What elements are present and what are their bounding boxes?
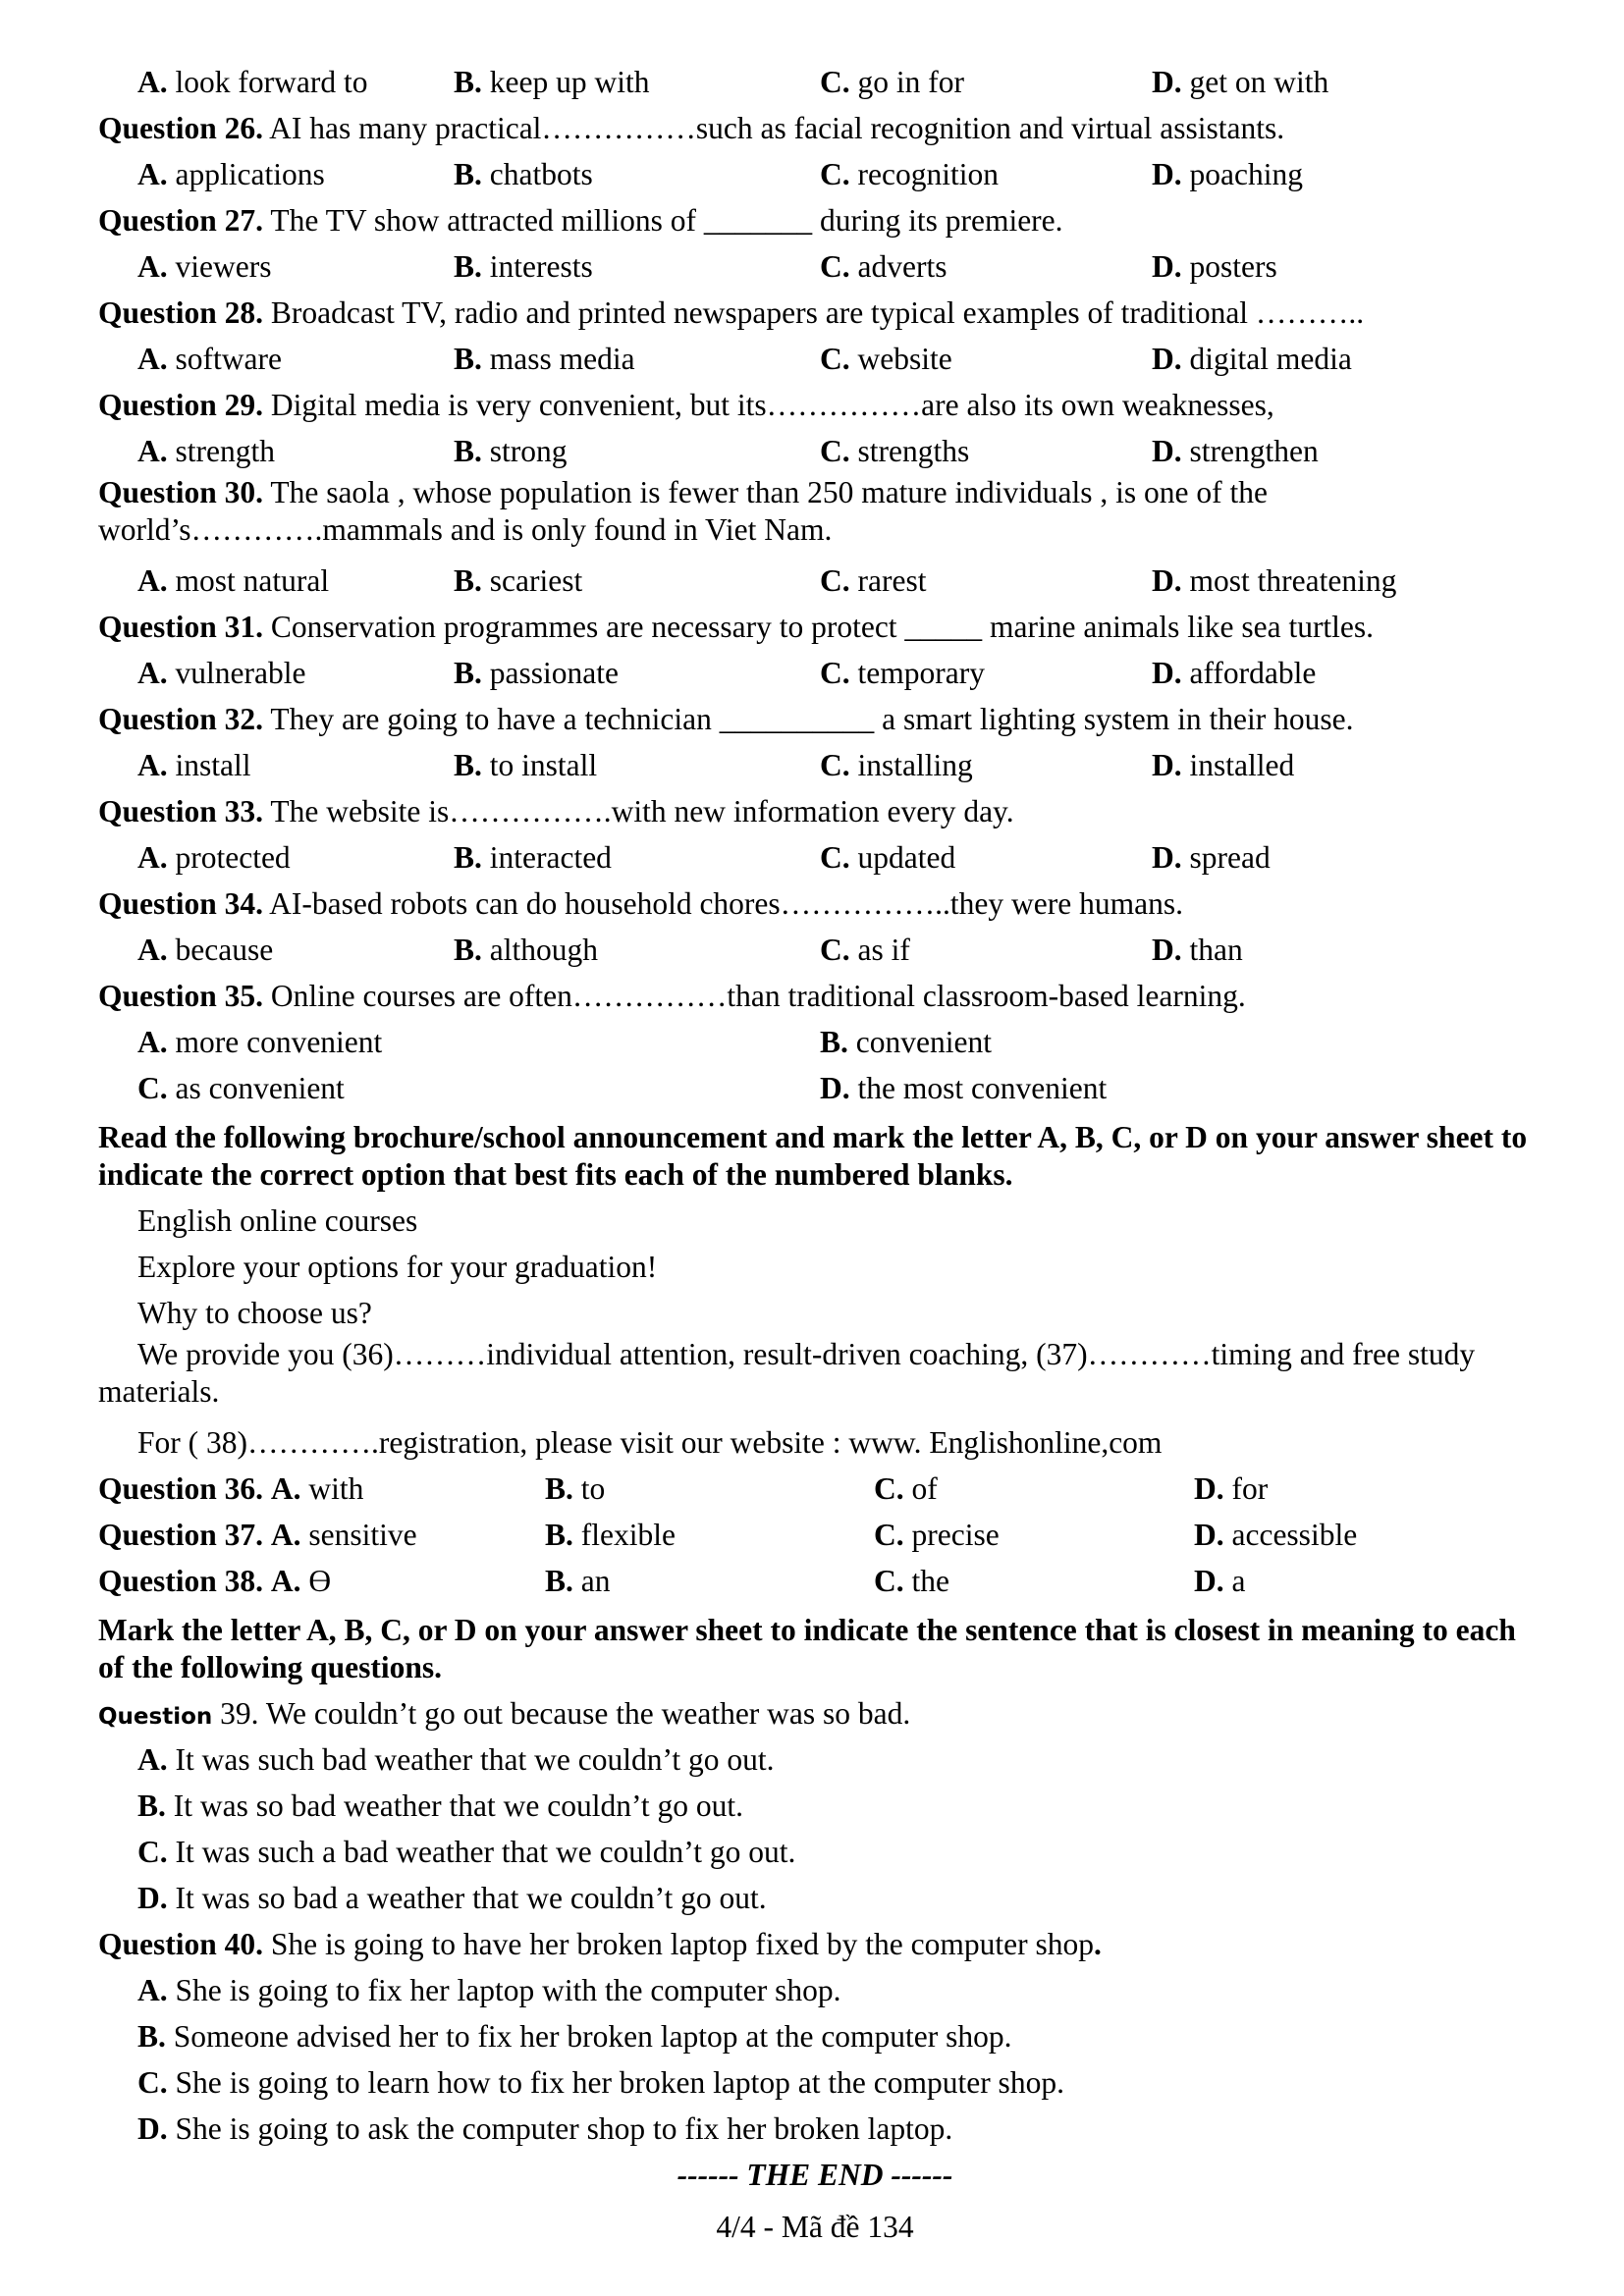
option-c: C. precise: [874, 1518, 1000, 1552]
option-d: D. installed: [1152, 748, 1295, 782]
option-d: D. the most convenient: [820, 1071, 1108, 1105]
brochure-line-3: Why to choose us?: [137, 1296, 372, 1330]
option-d: D. posters: [1152, 249, 1277, 284]
question-27: Question 27. The TV show attracted millions of _______ during its premiere.: [98, 203, 1063, 238]
option-a: A. strength: [137, 434, 275, 468]
option-d: D. accessible: [1194, 1518, 1358, 1552]
option-a: A. software: [137, 342, 282, 376]
reading-instruction: Read the following brochure/school announcement and mark the letter A, B, C, or D on your answer sheet to indicate the correct option that best fits each of the numbered blanks.: [98, 1120, 1528, 1192]
question-label: Question 36. A. with: [98, 1471, 364, 1506]
option-c: C. website: [820, 342, 952, 376]
option-c: C. updated: [820, 840, 956, 875]
q31-options: [98, 650, 1532, 696]
page-footer: 4/4 - Mã đề 134: [716, 2210, 914, 2244]
option-d: D. strengthen: [1152, 434, 1319, 468]
option-a: A. viewers: [137, 249, 272, 284]
question-label: Question 37. A. sensitive: [98, 1518, 417, 1552]
brochure-line-2: Explore your options for your graduation!: [137, 1250, 658, 1284]
question-39: Question 39. We couldn’t go out because the weather was so bad.: [98, 1696, 911, 1731]
question-38: [98, 1558, 1532, 1604]
option-c: C. adverts: [820, 249, 947, 284]
option-b: B. passionate: [454, 656, 619, 690]
meaning-instruction: Mark the letter A, B, C, or D on your answer sheet to indicate the sentence that is closest in meaning to each of the following questions.: [98, 1613, 1516, 1684]
option-a: A. more convenient: [137, 1025, 383, 1059]
option-d: D. digital media: [1152, 342, 1352, 376]
q39-option-b: B. It was so bad weather that we couldn’t go out.: [137, 1789, 744, 1823]
question-40: Question 40. She is going to have her broken laptop fixed by the computer shop.: [98, 1927, 1102, 1961]
option-d: D. get on with: [1152, 65, 1329, 99]
option-a: A. vulnerable: [137, 656, 306, 690]
option-c: C. as if: [820, 933, 910, 967]
q33-options: [98, 834, 1532, 881]
option-d: D. a: [1194, 1564, 1246, 1598]
exam-page: [98, 59, 1532, 2250]
option-d: D. most threatening: [1152, 563, 1397, 598]
option-d: D. than: [1152, 933, 1243, 967]
option-b: B. scariest: [454, 563, 583, 598]
option-b: B. interests: [454, 249, 593, 284]
brochure-paragraph-1: We provide you (36)………individual attention, result-driven coaching, (37)…………timing and free study materials.: [98, 1337, 1476, 1409]
q40-option-c: C. She is going to learn how to fix her broken laptop at the computer shop.: [137, 2065, 1064, 2100]
q28-options: [98, 336, 1532, 382]
option-b: B. chatbots: [454, 157, 593, 191]
option-b: B. flexible: [545, 1518, 676, 1552]
brochure-paragraph-2: For ( 38)………….registration, please visit our website : www. Englishonline,com: [137, 1425, 1163, 1460]
question-35: Question 35. Online courses are often……………than traditional classroom-based learning.: [98, 979, 1246, 1013]
option-d: D. for: [1194, 1471, 1269, 1506]
q39-option-d: D. It was so bad a weather that we couldn’t go out.: [137, 1881, 767, 1915]
q32-options: [98, 742, 1532, 788]
q26-options: [98, 151, 1532, 197]
option-b: B. an: [545, 1564, 611, 1598]
question-28: Question 28. Broadcast TV, radio and printed newspapers are typical examples of traditional ………..: [98, 295, 1365, 330]
option-a: A. install: [137, 748, 251, 782]
q35-options-ab: [98, 1019, 1532, 1065]
option-b: B. strong: [454, 434, 568, 468]
q25-options: [98, 59, 1532, 105]
option-c: C. the: [874, 1564, 949, 1598]
option-c: C. recognition: [820, 157, 999, 191]
option-a: A. protected: [137, 840, 291, 875]
option-b: B. to: [545, 1471, 606, 1506]
q40-option-d: D. She is going to ask the computer shop to fix her broken laptop.: [137, 2111, 953, 2146]
question-36: [98, 1466, 1532, 1512]
option-c: C. as convenient: [137, 1071, 345, 1105]
option-a: A. applications: [137, 157, 325, 191]
option-c: C. of: [874, 1471, 938, 1506]
question-34: Question 34. AI-based robots can do household chores……………..they were humans.: [98, 886, 1183, 921]
option-c: C. temporary: [820, 656, 985, 690]
question-label: Question 38. A. Ө: [98, 1564, 332, 1598]
option-c: C. go in for: [820, 65, 964, 99]
option-d: D. affordable: [1152, 656, 1317, 690]
option-a: A. most natural: [137, 563, 330, 598]
option-c: C. rarest: [820, 563, 927, 598]
question-31: Question 31. Conservation programmes are necessary to protect _____ marine animals like sea turtles.: [98, 610, 1375, 644]
option-b: B. to install: [454, 748, 598, 782]
option-b: B. interacted: [454, 840, 612, 875]
q30-options: [98, 558, 1532, 604]
question-32: Question 32. They are going to have a technician __________ a smart lighting system in their house.: [98, 702, 1354, 736]
question-label: Question: [98, 1704, 213, 1730]
brochure-line-1: English online courses: [137, 1203, 418, 1238]
the-end-marker: ------ THE END ------: [677, 2158, 953, 2192]
option-b: B. although: [454, 933, 599, 967]
q39-option-a: A. It was such bad weather that we couldn’t go out.: [137, 1742, 775, 1777]
question-33: Question 33. The website is…………….with new information every day.: [98, 794, 1014, 828]
q34-options: [98, 927, 1532, 973]
q39-option-c: C. It was such a bad weather that we couldn’t go out.: [137, 1835, 796, 1869]
q29-options: [98, 428, 1532, 474]
q35-options-cd: [98, 1065, 1532, 1111]
option-d: D. poaching: [1152, 157, 1303, 191]
question-29: Question 29. Digital media is very convenient, but its……………are also its own weaknesses,: [98, 388, 1274, 422]
q40-option-b: B. Someone advised her to fix her broken laptop at the computer shop.: [137, 2019, 1012, 2054]
q40-option-a: A. She is going to fix her laptop with the computer shop.: [137, 1973, 841, 2007]
question-26: Question 26. AI has many practical……………such as facial recognition and virtual assistants.: [98, 111, 1285, 145]
question-30: Question 30. The saola , whose population is fewer than 250 mature individuals , is one of the world’s………….mammals and is only found in Viet Nam.: [98, 475, 1268, 547]
option-d: D. spread: [1152, 840, 1271, 875]
option-c: C. installing: [820, 748, 973, 782]
q27-options: [98, 243, 1532, 290]
option-b: B. keep up with: [454, 65, 650, 99]
option-a: A. look forward to: [137, 65, 368, 99]
option-b: B. mass media: [454, 342, 635, 376]
option-c: C. strengths: [820, 434, 970, 468]
option-b: B. convenient: [820, 1025, 992, 1059]
question-37: [98, 1512, 1532, 1558]
option-a: A. because: [137, 933, 274, 967]
